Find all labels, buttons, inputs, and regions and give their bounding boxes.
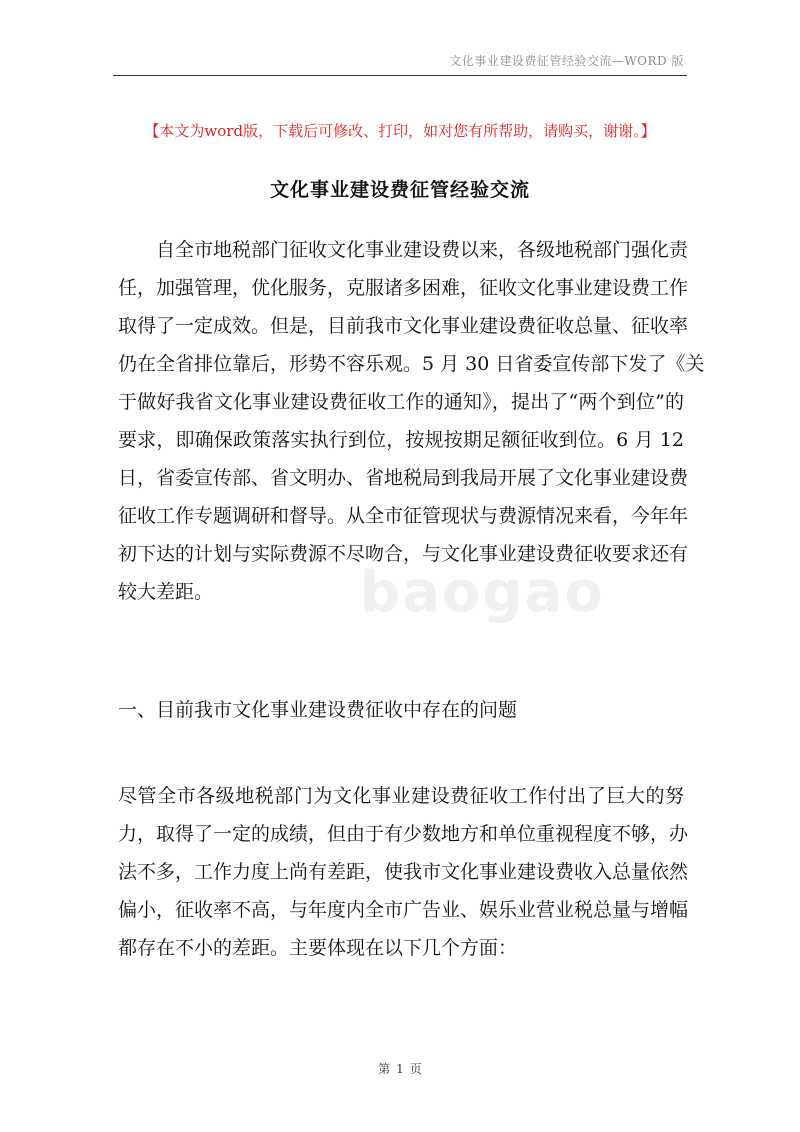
document-title: 文化事业建设费征管经验交流: [269, 179, 530, 201]
body-line: 偏小，征收率不高，与年度内全市广告业、娱乐业营业税总量与增幅: [118, 899, 689, 921]
body-line: 尽管全市各级地税部门为文化事业建设费征收工作付出了巨大的努: [118, 785, 684, 807]
body-paragraph: [118, 777, 689, 967]
page-footer: [0, 1060, 800, 1077]
body-line: 都存在不小的差距。主要体现在以下几个方面：: [118, 937, 518, 959]
intro-line: 于做好我省文化事业建设费征收工作的通知》，提出了“两个到位”的: [118, 391, 684, 413]
footer-suffix: 页: [409, 1062, 422, 1076]
body-line: 力，取得了一定的成绩，但由于有少数地方和单位重视程度不够，办: [118, 823, 689, 845]
intro-line: 取得了一定成效。但是，目前我市文化事业建设费征收总量、征收率: [118, 315, 689, 337]
intro-paragraph: [118, 231, 705, 611]
watermark: baogao: [360, 560, 605, 625]
section-heading: [118, 691, 684, 729]
intro-line: 仍在全省排位靠后，形势不容乐观。5 月 30 日省委宣传部下发了《关: [118, 353, 705, 375]
footer-prefix: 第: [378, 1062, 391, 1076]
section-heading-text: 一、目前我市文化事业建设费征收中存在的问题: [118, 699, 518, 721]
download-notice: 【本文为word版，下载后可修改、打印，如对您有所帮助，请购买，谢谢。】: [144, 122, 656, 140]
intro-line: 较大差距。: [118, 581, 214, 603]
body-line: 法不多，工作力度上尚有差距，使我市文化事业建设费收入总量依然: [118, 861, 689, 883]
intro-line: 任，加强管理，优化服务，克服诸多困难，征收文化事业建设费工作: [118, 277, 689, 299]
intro-line: 要求，即确保政策落实执行到位，按规按期足额征收到位。6 月 12: [118, 429, 684, 451]
intro-line: 征收工作专题调研和督导。从全市征管现状与费源情况来看，今年年: [118, 505, 689, 527]
header-divider: [113, 75, 687, 76]
intro-line: 自全市地税部门征收文化事业建设费以来，各级地税部门强化责: [156, 239, 689, 261]
running-header: 文化事业建设费征管经验交流—WORD 版: [449, 54, 684, 68]
page-number: 1: [396, 1062, 404, 1076]
intro-line: 日，省委宣传部、省文明办、省地税局到我局开展了文化事业建设费: [118, 467, 689, 489]
intro-line: 初下达的计划与实际费源不尽吻合，与文化事业建设费征收要求还有: [118, 543, 689, 565]
